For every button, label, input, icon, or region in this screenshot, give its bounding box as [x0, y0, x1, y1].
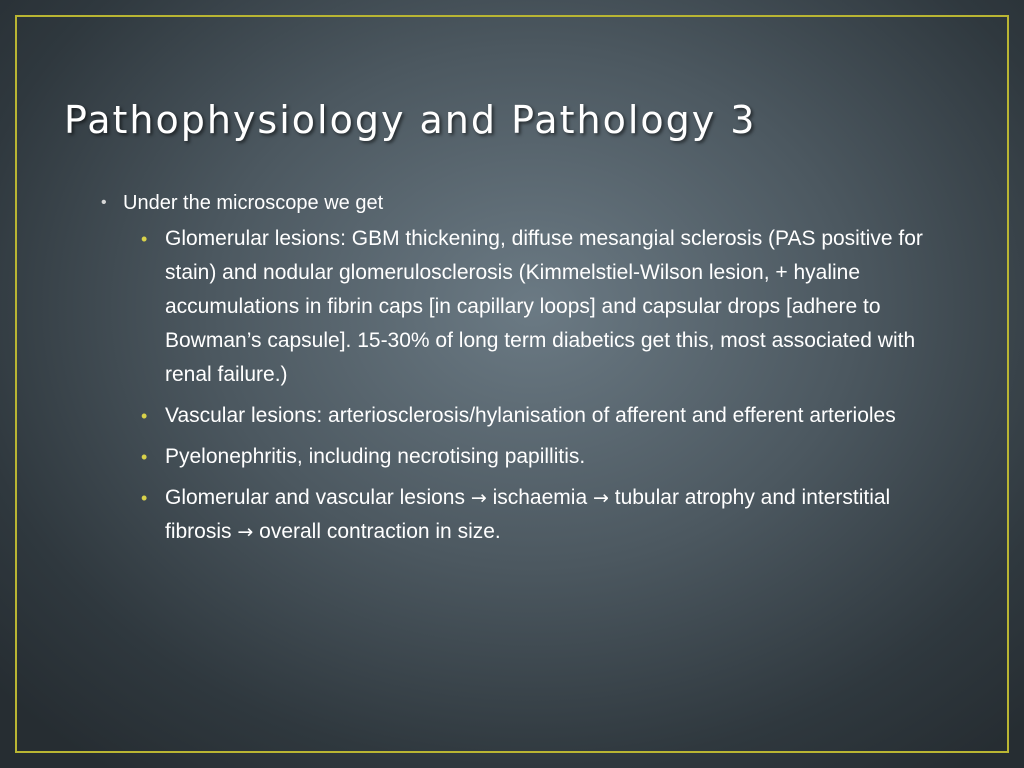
arrow-right-icon: →	[592, 487, 609, 509]
bullet-vascular-text: Vascular lesions: arteriosclerosis/hylanisation of afferent and efferent arterioles	[165, 404, 896, 427]
bullet-sequence	[141, 481, 960, 549]
bullet-dot-icon: •	[141, 447, 148, 467]
sequence-part-1: Glomerular and vascular lesions	[165, 486, 465, 509]
bullet-pyelonephritis-text: Pyelonephritis, including necrotising papillitis.	[165, 445, 586, 468]
slide-content	[100, 186, 960, 556]
bullet-dot-icon: •	[141, 488, 148, 508]
bullet-glomerular-text: Glomerular lesions: GBM thickening, diffuse mesangial sclerosis (PAS positive for stain) and nodular glomerulosclerosis (Kimmelstiel-Wilson lesion, + hyaline accumulations in fibrin caps [in capillary loops] and capsular drops [adhere to Bowman’s capsule]. 15-30% of long term diabetics get this, most associated with renal failure.)	[165, 227, 923, 386]
bullet-intro	[100, 186, 960, 220]
bullet-glomerular	[141, 222, 960, 392]
bullet-intro-text: Under the microscope we get	[123, 192, 384, 214]
sequence-part-4: overall contraction in size.	[259, 520, 501, 543]
sequence-part-2: ischaemia	[492, 486, 588, 509]
sequence-part-3: tubular atrophy and interstitial fibrosis	[165, 486, 891, 543]
arrow-right-icon: →	[237, 521, 254, 543]
arrow-right-icon: →	[470, 487, 487, 509]
slide-title: Pathophysiology and Pathology 3	[64, 98, 757, 142]
bullet-dot-icon: •	[141, 229, 148, 249]
bullet-dot-icon: •	[101, 194, 107, 211]
bullet-dot-icon: •	[141, 406, 148, 426]
bullet-pyelonephritis	[141, 440, 960, 474]
bullet-vascular	[141, 399, 960, 433]
